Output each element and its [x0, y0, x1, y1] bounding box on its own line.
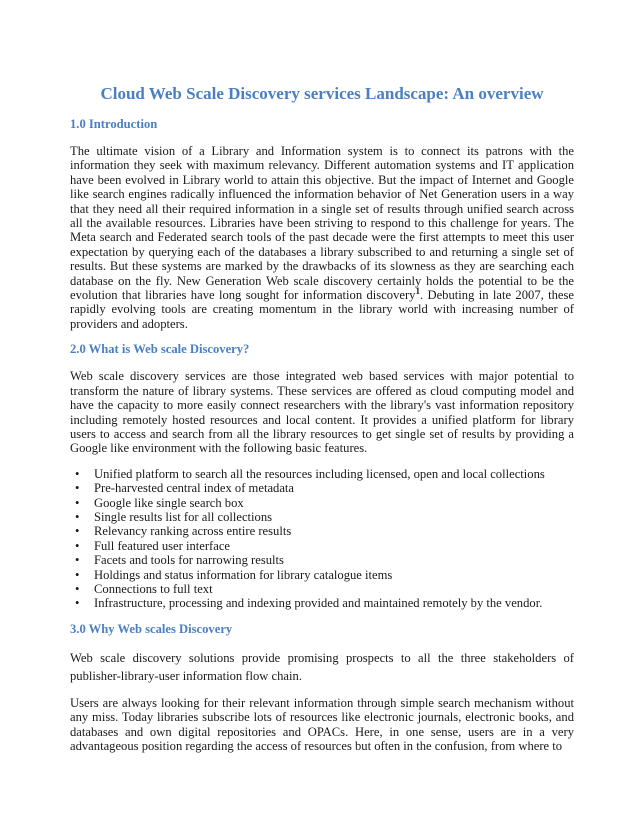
list-item [70, 596, 574, 610]
list-item-text: Connections to full text [94, 581, 213, 596]
list-item [70, 553, 574, 567]
bullet-icon: • [75, 567, 80, 582]
bullet-icon: • [75, 538, 80, 553]
list-item [70, 496, 574, 510]
list-item-text: Relevancy ranking across entire results [94, 524, 292, 539]
bullet-icon: • [75, 596, 80, 611]
introduction-text: The ultimate vision of a Library and Information system is to connect its patrons with the information they seek with maximum relevancy. Different automation systems and IT application have been evolved in Library world to attain this objective. But the impact of Internet and Google like search engines radically influenced the information behavior of Net Generation users in a way that they need all their required information in a single set of results through unified search across all the available resources. Libraries have been striving to respond to this challenge for years. The Meta search and Federated search tools of the past decade were the first attempts to meet this user expectation by querying each of the databases a library subscribed to and returning a single set of results. But these systems are marked by the drawbacks of its slowness as they are searching each database on the fly. New Generation Web scale discovery certainly holds the potential to be the evolution that libraries have long sought for information discovery [70, 144, 574, 303]
introduction-paragraph [70, 144, 574, 331]
list-item-text: Pre-harvested central index of metadata [94, 481, 295, 496]
list-item-text: Google like single search box [94, 495, 244, 510]
introduction-text-continued: . Debuting in late 2007, these rapidly evolving tools are creating momentum in the library world with increasing number of providers and adopters. [70, 288, 575, 331]
list-item [70, 481, 574, 495]
why-paragraph-2: Users are always looking for their relevant information through simple search mechanism without any miss. Today libraries subscribe lots of resources like electronic journals, electronic books, and databases and own digital repositories and OPACs. Here, in one sense, users are in a very advantageous position regarding the access of resources but often in the confusion, from where to [70, 695, 574, 753]
list-item [70, 539, 574, 553]
section-heading-why-web-scales-discovery: 3.0 Why Web scales Discovery [70, 621, 233, 636]
bullet-icon: • [75, 509, 80, 524]
bullet-icon: • [75, 466, 80, 481]
list-item [70, 524, 574, 538]
bullet-icon: • [75, 553, 80, 568]
list-item [70, 467, 574, 481]
why-paragraph-1: Web scale discovery solutions provide promising prospects to all the three stakeholders of publisher-library-user information flow chain. [70, 650, 574, 683]
list-item [70, 510, 574, 524]
list-item [70, 582, 574, 596]
list-item-text: Unified platform to search all the resources including licensed, open and local collections [94, 466, 545, 481]
features-list [70, 467, 574, 611]
bullet-icon: • [75, 481, 80, 496]
list-item-text: Facets and tools for narrowing results [94, 553, 284, 568]
document-title: Cloud Web Scale Discovery services Landscape: An overview [100, 84, 544, 103]
footnote-reference[interactable]: 1 [415, 285, 420, 296]
what-is-paragraph: Web scale discovery services are those integrated web based services with major potential to transform the nature of library systems. These services are offered as cloud computing model and have the capacity to more easily connect researchers with the library's vast information repository including remotely hosted resources and local content. It provides a unified platform for library users to access and search from all the library resources to get single set of results by providing a Google like environment with the following basic features. [70, 369, 574, 456]
section-heading-introduction: 1.0 Introduction [70, 117, 158, 131]
bullet-icon: • [75, 581, 80, 596]
list-item-text: Holdings and status information for library catalogue items [94, 567, 393, 582]
list-item-text: Full featured user interface [94, 538, 231, 553]
list-item [70, 568, 574, 582]
list-item-text: Single results list for all collections [94, 509, 273, 524]
list-item-text: Infrastructure, processing and indexing provided and maintained remotely by the vendor. [94, 596, 543, 611]
section-heading-what-is-web-scale-discovery: 2.0 What is Web scale Discovery? [70, 342, 250, 357]
bullet-icon: • [75, 524, 80, 539]
bullet-icon: • [75, 495, 80, 510]
